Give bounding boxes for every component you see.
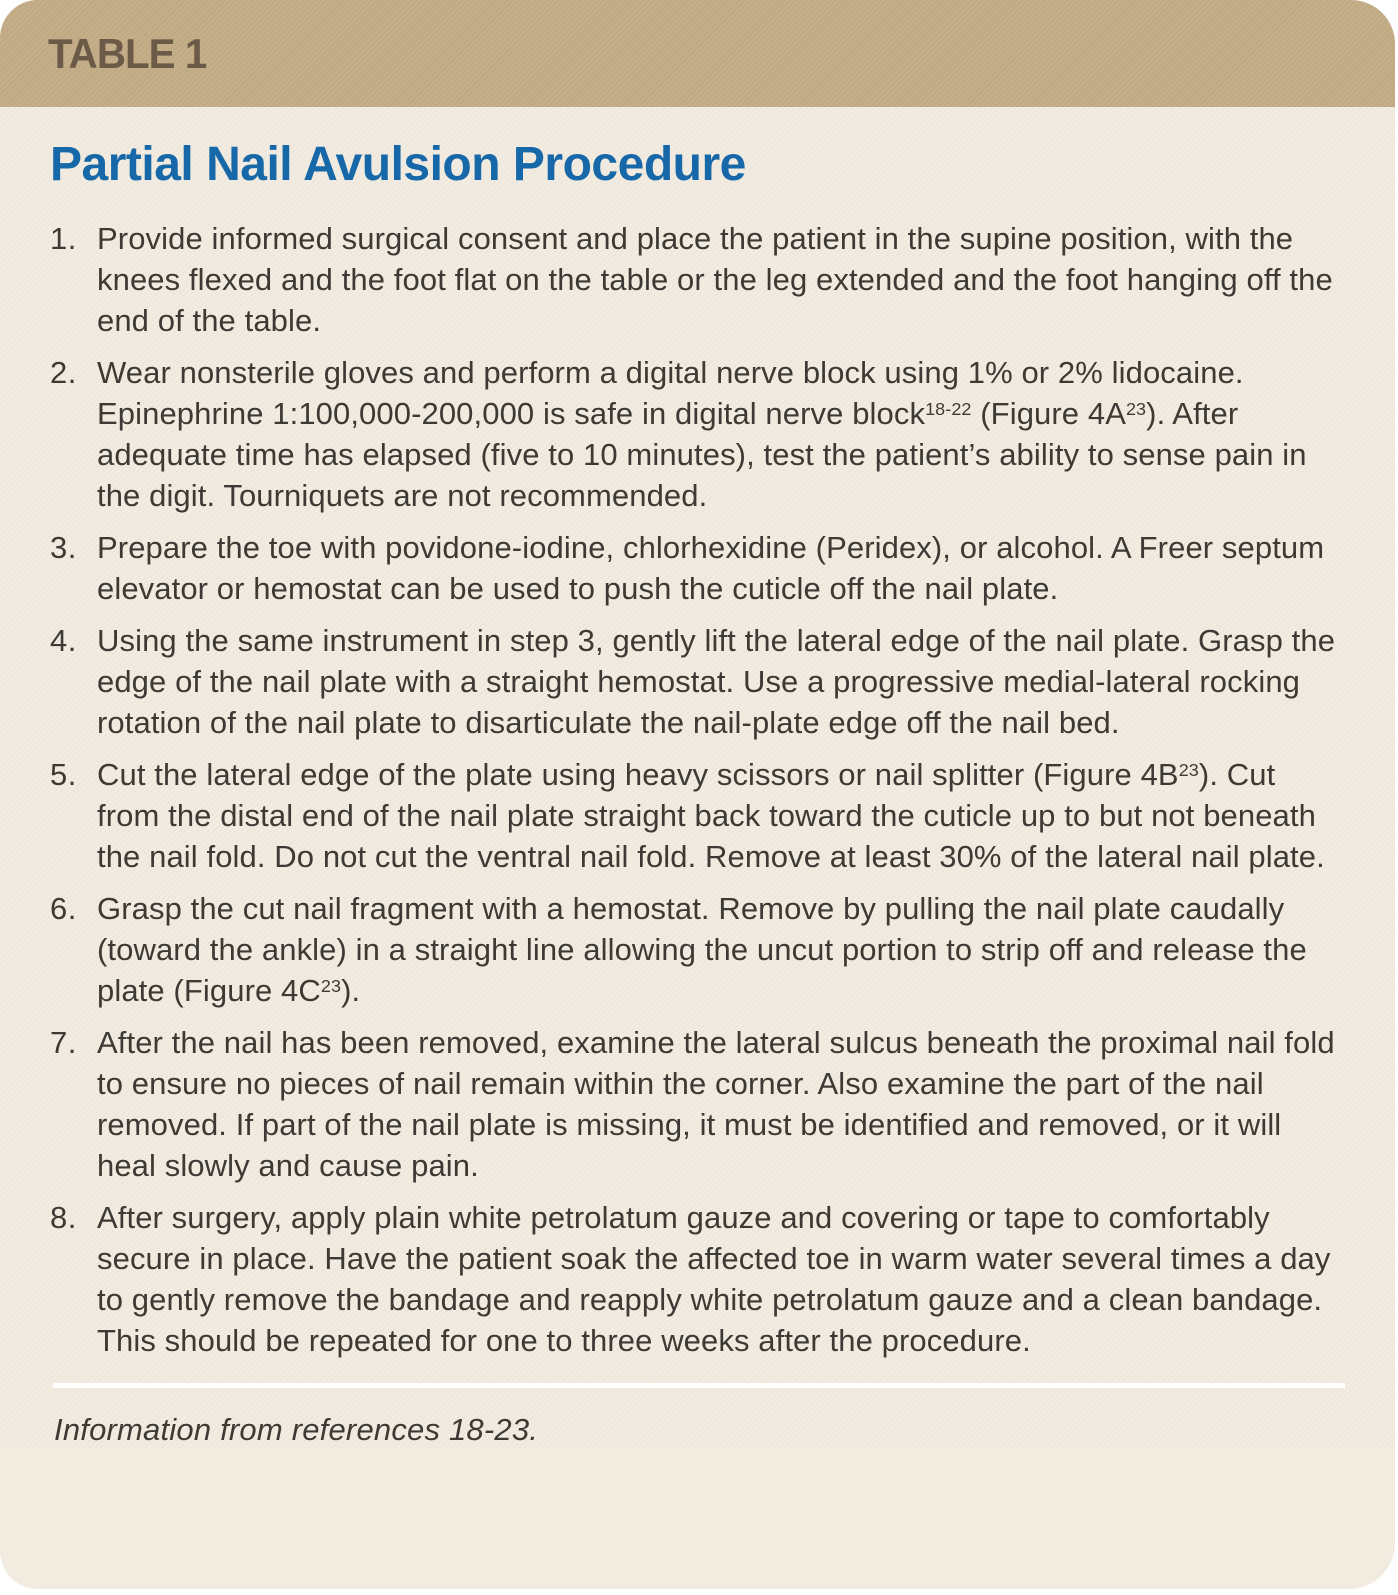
step-text: After the nail has been removed, examine the lateral sulcus beneath the proximal nail fold to ensure no pieces of nail remain within the corner. Also examine the part of the nail removed. If part of the nail plate is missing, it must be identified and removed, or it will heal slowly and cause pain. [97, 1025, 1335, 1183]
step-item [50, 352, 1337, 516]
step-text: Prepare the toe with povidone-iodine, chlorhexidine (Peridex), or alcohol. A Freer septum elevator or hemostat can be used to push the cuticle off the nail plate. [97, 530, 1325, 606]
step-item [50, 754, 1337, 877]
footnote: Information from references 18-23. [54, 1412, 539, 1447]
step-text: Wear nonsterile gloves and perform a digital nerve block using 1% or 2% lidocaine. Epinephrine 1:100,000-200,000 is safe in digital nerve block$^{18-22}$ (Figure $4A^{23}$). After adequate time has elapsed (five to 10 minutes), test the patient’s ability to sense pain in the digit. Tourniquets are not recommended. [97, 355, 1307, 513]
step-number: 3. [50, 530, 77, 565]
step-number: 8. [50, 1200, 77, 1235]
step-text: After surgery, apply plain white petrolatum gauze and covering or tape to comfortably secure in place. Have the patient soak the affected toe in warm water several times a day to gently remove the bandage and reapply white petrolatum gauze and a clean bandage. This should be repeated for one to three weeks after the procedure. [97, 1200, 1331, 1358]
step-item [50, 218, 1337, 341]
step-number: 7. [50, 1025, 77, 1060]
step-item [50, 1197, 1337, 1361]
step-item [50, 888, 1337, 1011]
page-title: Partial Nail Avulsion Procedure [50, 138, 746, 191]
step-number: 1. [50, 221, 77, 256]
step-number: 6. [50, 891, 77, 926]
footnote-divider [53, 1383, 1345, 1388]
reference-superscript: 23 [1178, 760, 1199, 781]
table-header-band [0, 0, 1395, 107]
table-body [0, 107, 1395, 1448]
step-number: 5. [50, 757, 77, 792]
step-item [50, 620, 1337, 743]
reference-superscript: 18-22 [925, 399, 972, 420]
step-number: 4. [50, 623, 77, 658]
step-text: Cut the lateral edge of the plate using heavy scissors or nail splitter (Figure $4B^{23}$). Cut from the distal end of the nail plate straight back toward the cuticle up to but not beneath the nail fold. Do not cut the ventral nail fold. Remove at least 30% of the lateral nail plate. [97, 757, 1325, 874]
step-text: Provide informed surgical consent and place the patient in the supine position, with the knees flexed and the foot flat on the table or the leg extended and the foot hanging off the end of the table. [97, 221, 1333, 338]
steps-list [50, 218, 1337, 1361]
table-label: TABLE 1 [48, 29, 207, 77]
step-text: Grasp the cut nail fragment with a hemostat. Remove by pulling the nail plate caudally (toward the ankle) in a straight line allowing the uncut portion to strip off and release the plate (Figure $4C^{23}$). [97, 891, 1307, 1008]
reference-superscript: 23 [1125, 399, 1147, 420]
step-item [50, 1022, 1337, 1186]
reference-superscript: 23 [320, 976, 342, 997]
step-number: 2. [50, 355, 77, 390]
step-text: Using the same instrument in step 3, gently lift the lateral edge of the nail plate. Grasp the edge of the nail plate with a straight hemostat. Use a progressive medial-lateral rocking rotation of the nail plate to disarticulate the nail-plate edge off the nail bed. [97, 623, 1336, 740]
step-item [50, 527, 1337, 609]
